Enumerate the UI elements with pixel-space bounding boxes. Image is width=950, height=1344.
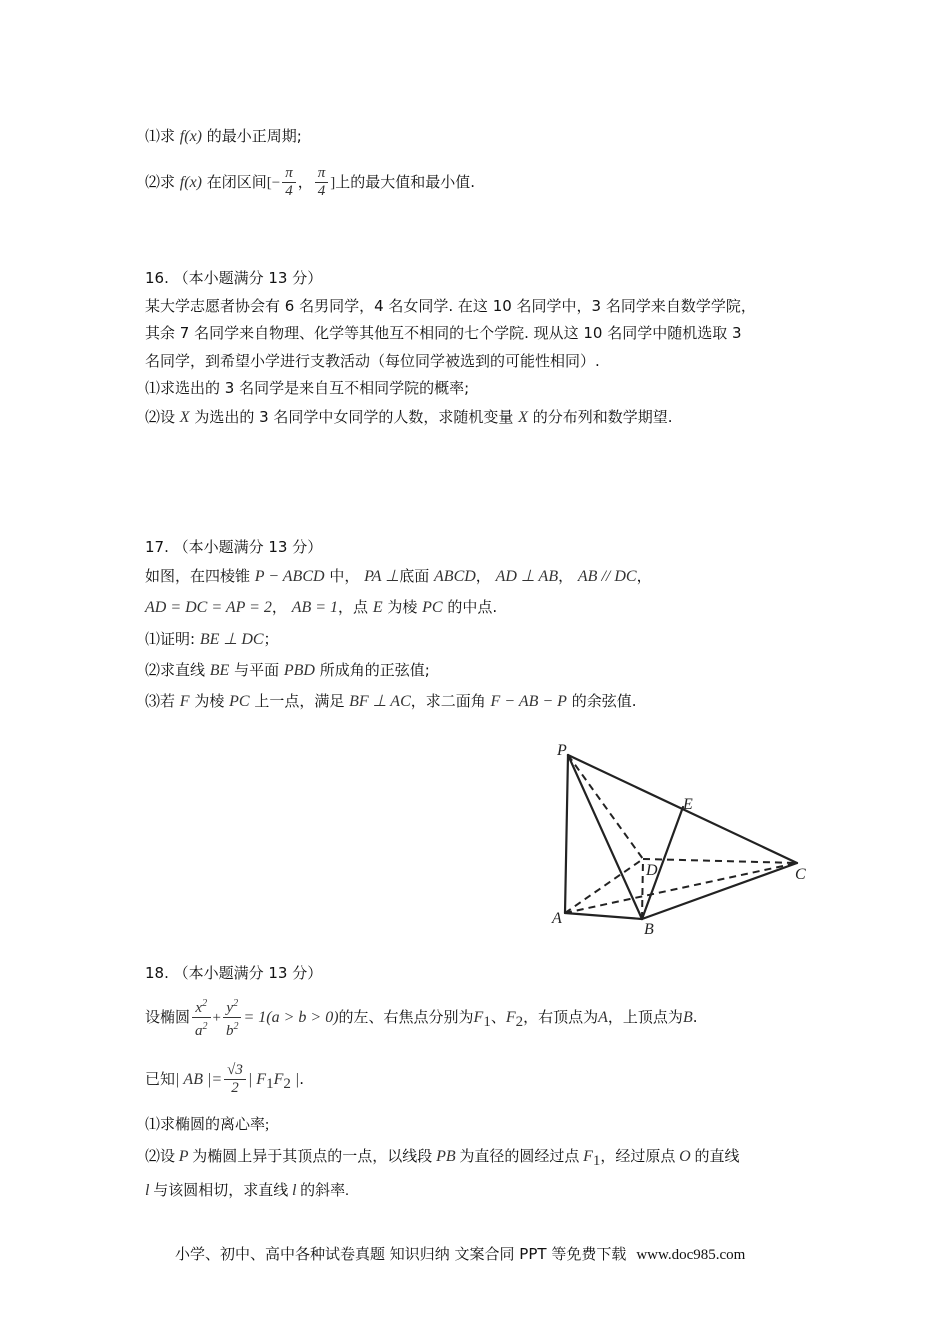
q18-line1: 设椭圆 $\frac{x^2}{a^2}$ + $\frac{y^2}{b^2}$ = 1(a > b > 0)的左、右焦点分别为$F_1$、$F_2$，右顶点为A，上顶点为B. <box>145 995 698 1044</box>
q17-line1: 如图，在四棱锥 P − ABCD 中， PA ⊥底面 ABCD， AD ⊥ AB， AB // DC， <box>145 567 652 585</box>
q16-header: 16. （本小题满分 13 分） <box>145 269 323 287</box>
q17-part1: ⑴证明: BE ⊥ DC； <box>145 630 279 648</box>
x2-over-a2: $\frac{x^2}{a^2}$ <box>192 995 211 1040</box>
q18-part3: l 与该圆相切，求直线 l 的斜率. <box>145 1182 349 1199</box>
label-P: P <box>557 742 567 759</box>
label-A: A <box>552 910 562 927</box>
edge-PD <box>568 755 643 859</box>
q17-part3: ⑶若 F 为棱 PC 上一点，满足 BF ⊥ AC，求二面角 F − AB − P 的余弦值. <box>145 692 637 710</box>
label-B: B <box>644 921 654 938</box>
label-E: E <box>683 796 693 813</box>
q18-line2: 已知| AB |= $\frac{√3}{2}$ | $F_1F_2$ |. <box>145 1062 305 1096</box>
q16-line1: 某大学志愿者协会有 6 名男同学，4 名女同学. 在这 10 名同学中，3 名同学来自数学学院， <box>145 297 756 315</box>
q15-part2: ⑵求 f(x) 在闭区间[− $\frac{\pi}{4}$ ， $\frac{\pi}{4}$ ]上的最大值和最小值. <box>145 165 476 199</box>
pyramid-figure <box>545 733 845 938</box>
pi-over-4: $\frac{\pi}{4}$ <box>315 165 329 200</box>
page-footer <box>175 1243 745 1264</box>
q16-part1: ⑴求选出的 3 名同学是来自互不相同学院的概率; <box>145 379 470 397</box>
q17-header: 17. （本小题满分 13 分） <box>145 538 323 556</box>
q18-header: 18. （本小题满分 13 分） <box>145 964 323 982</box>
neg-pi-over-4: $\frac{\pi}{4}$ <box>282 165 296 200</box>
edge-PB <box>568 755 642 919</box>
edge-DC <box>643 859 797 863</box>
q17-line2: AD = DC = AP = 2， AB = 1，点 E 为棱 PC 的中点. <box>145 598 498 616</box>
q17-part2: ⑵求直线 BE 与平面 PBD 所成角的正弦值; <box>145 661 430 679</box>
q18-part1: ⑴求椭圆的离心率; <box>145 1117 270 1133</box>
footer-text: 小学、初中、高中各种试卷真题 知识归纳 文案合同 PPT 等免费下载 <box>175 1245 627 1263</box>
sqrt3-over-2: $\frac{√3}{2}$ <box>224 1062 246 1097</box>
q15-part1: ⑴求 f(x) 的最小正周期; <box>145 127 302 145</box>
y2-over-b2: $\frac{y^2}{b^2}$ <box>223 995 242 1040</box>
q16-part2: ⑵设 X 为选出的 3 名同学中女同学的人数，求随机变量 X 的分布列和数学期望. <box>145 408 673 426</box>
edge-PA <box>565 755 568 913</box>
q18-part2: ⑵设 P 为椭圆上异于其顶点的一点，以线段 PB 为直径的圆经过点 $F_1$，经过原点 O 的直线 <box>145 1148 740 1169</box>
label-C: C <box>795 866 806 883</box>
footer-url[interactable]: www.doc985.com <box>636 1247 746 1263</box>
q16-line2: 其余 7 名同学来自物理、化学等其他互不相同的七个学院. 现从这 10 名同学中随机选取 3 <box>145 324 742 342</box>
label-D: D <box>646 862 658 879</box>
edge-AB <box>565 913 642 919</box>
edge-BD <box>642 859 643 919</box>
q16-line3: 名同学，到希望小学进行支教活动（每位同学被选到的可能性相同）. <box>145 352 600 370</box>
